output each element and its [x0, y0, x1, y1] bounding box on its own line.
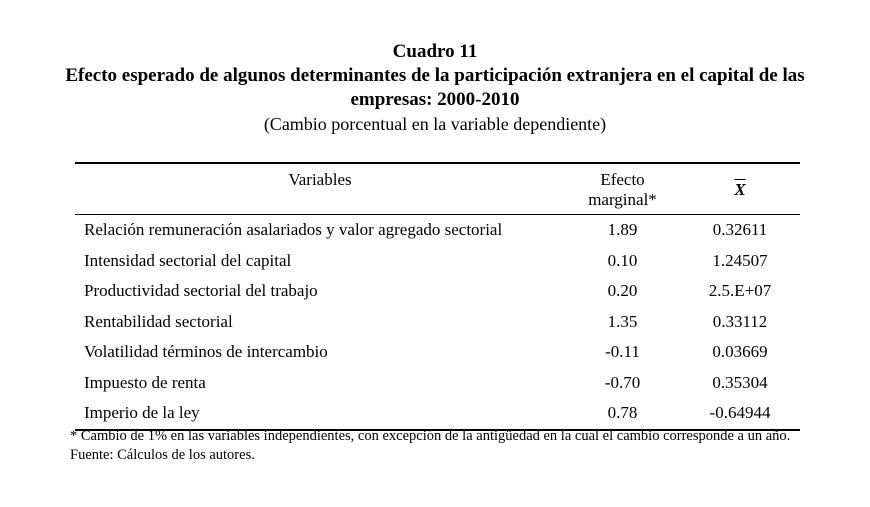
source-note: Fuente: Cálculos de los autores.	[70, 447, 255, 463]
header-efecto-line-1: Efecto	[600, 170, 645, 189]
cell-variable: Impuesto de renta	[84, 372, 206, 392]
results-table	[75, 162, 800, 431]
table-title-line-2: empresas: 2000-2010	[350, 89, 520, 110]
header-efecto-line-2: marginal*	[588, 190, 657, 209]
table-row	[75, 276, 800, 307]
table-header-row	[75, 163, 800, 215]
table-title-line-1: Efecto esperado de algunos determinantes de la participación extranjera en el capital de las	[65, 65, 805, 86]
cell-xbar: 2.5.E+07	[708, 281, 772, 301]
cell-xbar: -0.64944	[680, 398, 800, 430]
cell-efecto-marginal: 0.78	[565, 398, 680, 430]
cell-xbar: 0.35304	[712, 372, 768, 392]
cell-efecto-marginal: 0.10	[607, 250, 638, 270]
results-table-wrapper	[75, 162, 800, 431]
table-row	[75, 398, 800, 430]
table-title-block	[0, 40, 870, 136]
header-efecto-marginal	[565, 163, 680, 215]
cell-efecto-marginal: 1.89	[607, 220, 638, 240]
table-number: Cuadro 11	[392, 41, 478, 62]
cell-efecto-marginal: 1.35	[607, 311, 638, 331]
cell-variable: Productividad sectorial del trabajo	[84, 281, 318, 301]
cell-xbar: 0.33112	[712, 311, 768, 331]
cell-variable: Imperio de la ley	[75, 398, 565, 430]
cell-efecto-marginal: 0.20	[607, 281, 638, 301]
table-row	[75, 307, 800, 338]
table-row	[75, 337, 800, 368]
table-notes	[70, 427, 800, 465]
cell-variable: Volatilidad términos de intercambio	[84, 342, 328, 362]
table-row	[75, 368, 800, 399]
cell-efecto-marginal: -0.11	[605, 342, 640, 362]
header-xbar-symbol: $\overline{X}$	[734, 180, 746, 199]
footnote: * Cambio de 1% en las variables independientes, con excepción de la antigüedad en la cual el cambio corresponde a un año.	[70, 428, 791, 444]
header-xbar	[680, 163, 800, 215]
cell-xbar: 1.24507	[712, 250, 768, 270]
table-row	[75, 246, 800, 277]
table-body	[75, 215, 800, 430]
table-subtitle: (Cambio porcentual en la variable dependiente)	[263, 114, 607, 134]
table-row	[75, 215, 800, 246]
cell-variable: Relación remuneración asalariados y valor agregado sectorial	[84, 220, 503, 240]
cell-xbar: 0.03669	[712, 342, 768, 362]
cell-xbar: 0.32611	[712, 220, 768, 240]
header-variables: Variables	[75, 163, 565, 215]
cell-efecto-marginal: -0.70	[604, 372, 641, 392]
cell-variable: Intensidad sectorial del capital	[84, 250, 292, 270]
cell-variable: Rentabilidad sectorial	[84, 311, 233, 331]
